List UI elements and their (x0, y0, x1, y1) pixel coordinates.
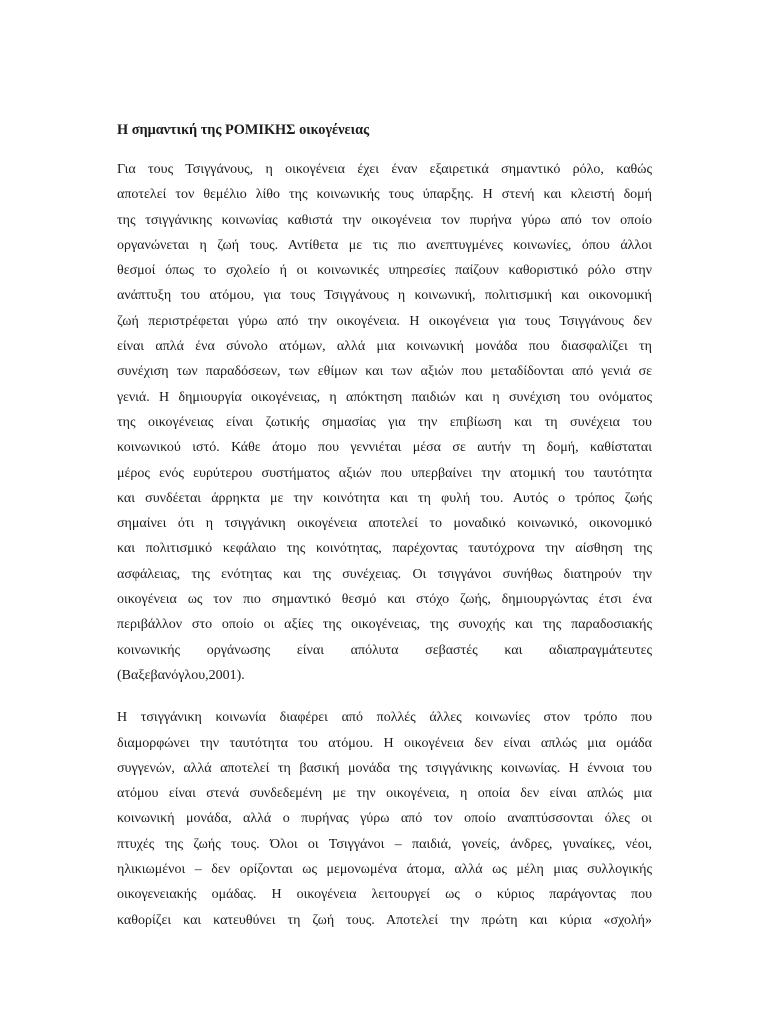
text-line: είναι απλά ένα σύνολο ατόμων, αλλά μια κοινωνική μονάδα που διασφαλίζει τη (117, 339, 652, 355)
text-line: ηλικιωμένοι – δεν ορίζονται ως μεμονωμένα άτομα, αλλά ως μέλη μιας συλλογικής (117, 862, 652, 878)
text-line: και συνδέεται άρρηκτα με την κοινότητα και τη φυλή του. Αυτός ο τρόπος ζωής (117, 490, 652, 506)
text-line: ανάπτυξη του ατόμου, για τους Τσιγγάνους η κοινωνική, πολιτισμική και οικονομική (117, 288, 652, 304)
text-line: αποτελεί τον θεμέλιο λίθο της κοινωνικής τους ύπαρξης. Η στενή και κλειστή δομή (117, 187, 652, 203)
text-line: καθορίζει και κατευθύνει τη ζωή τους. Αποτελεί την πρώτη και κύρια «σχολή» (117, 912, 652, 928)
text-line: της οικογένειας είναι ζωτικής σημασίας για την επιβίωση και τη συνέχεια του (117, 414, 652, 430)
text-line: και πολιτισμικό κεφάλαιο της κοινότητας, παρέχοντας ταυτόχρονα την αίσθηση της (117, 541, 652, 557)
text-line: οικογένεια ως τον πιο σημαντικό θεσμό και στόχο ζωής, δημιουργώντας έτσι ένα (117, 592, 652, 608)
text-line: (Βαξεβανόγλου,2001). (117, 667, 245, 683)
text-line: σημαίνει ότι η τσιγγάνικη οικογένεια αποτελεί το μοναδικό κοινωνικό, οικονομικό (117, 516, 652, 532)
text-line: περιβάλλον στο οποίο οι αξίες της οικογένειας, της συνοχής και της παραδοσιακής (117, 617, 652, 633)
document-body (117, 120, 652, 933)
text-line: κοινωνικής οργάνωσης είναι απόλυτα σεβαστές και αδιαπραγμάτευτες (117, 642, 652, 658)
text-line: μέρος ενός ευρύτερου συστήματος αξιών που υπερβαίνει την ατομική του ταυτότητα (117, 465, 652, 481)
text-line: διαμορφώνει την ταυτότητα του ατόμου. Η οικογένεια δεν είναι απλώς μια ομάδα (117, 735, 652, 751)
text-line: κοινωνική μονάδα, αλλά ο πυρήνας γύρω από τον οποίο αναπτύσσονται όλες οι (117, 811, 652, 827)
text-line: συνέχιση των παραδόσεων, των εθίμων και των αξιών που μεταδίδονται από γενιά σε (117, 364, 652, 380)
text-line: γενιά. Η δημιουργία οικογένειας, η απόκτηση παιδιών και η συνέχιση του ονόματος (117, 389, 652, 405)
text-line: ατόμου είναι στενά συνδεδεμένη με την οικογένεια, η οποία δεν είναι απλώς μια (117, 786, 652, 802)
text-line: οικογενειακής ομάδας. Η οικογένεια λειτουργεί ως ο κύριος παράγοντας που (117, 887, 652, 903)
text-line: θεσμοί όπως το σχολείο ή οι κοινωνικές υπηρεσίες παίζουν καθοριστικό ρόλο στην (117, 263, 652, 279)
text-line: ασφάλειας, της ενότητας και της συνέχειας. Οι τσιγγάνοι συνήθως διατηρούν την (117, 566, 652, 582)
text-line: κοινωνικού ιστό. Κάθε άτομο που γεννιέται μέσα σε αυτήν τη δομή, καθίσταται (117, 440, 652, 456)
text-line: ζωή περιστρέφεται γύρω από την οικογένεια. Η οικογένεια για τους Τσιγγάνους δεν (117, 313, 652, 329)
text-line: Για τους Τσιγγάνους, η οικογένεια έχει έναν εξαιρετικά σημαντικό ρόλο, καθώς (117, 162, 652, 177)
document-heading: Η σημαντική της ΡΟΜΙΚΗΣ οικογένειας (117, 122, 370, 138)
paragraph-1 (117, 157, 652, 688)
text-line: Η τσιγγάνικη κοινωνία διαφέρει από πολλές άλλες κοινωνίες στον τρόπο που (117, 710, 652, 726)
text-line: συγγενών, αλλά αποτελεί τη βασική μονάδα της τσιγγάνικης κοινωνίας. Η έννοια του (117, 760, 652, 776)
text-line: πτυχές της ζωής τους. Όλοι οι Τσιγγάνοι – παιδιά, γονείς, άνδρες, γυναίκες, νέοι, (117, 836, 652, 852)
text-line: οργανώνεται η ζωή τους. Αντίθετα με τις πιο ανεπτυγμένες κοινωνίες, όπου άλλοι (117, 237, 652, 253)
paragraph-2 (117, 705, 652, 933)
text-line: της τσιγγάνικης κοινωνίας καθιστά την οικογένεια τον πυρήνα γύρω από τον οποίο (117, 212, 652, 228)
